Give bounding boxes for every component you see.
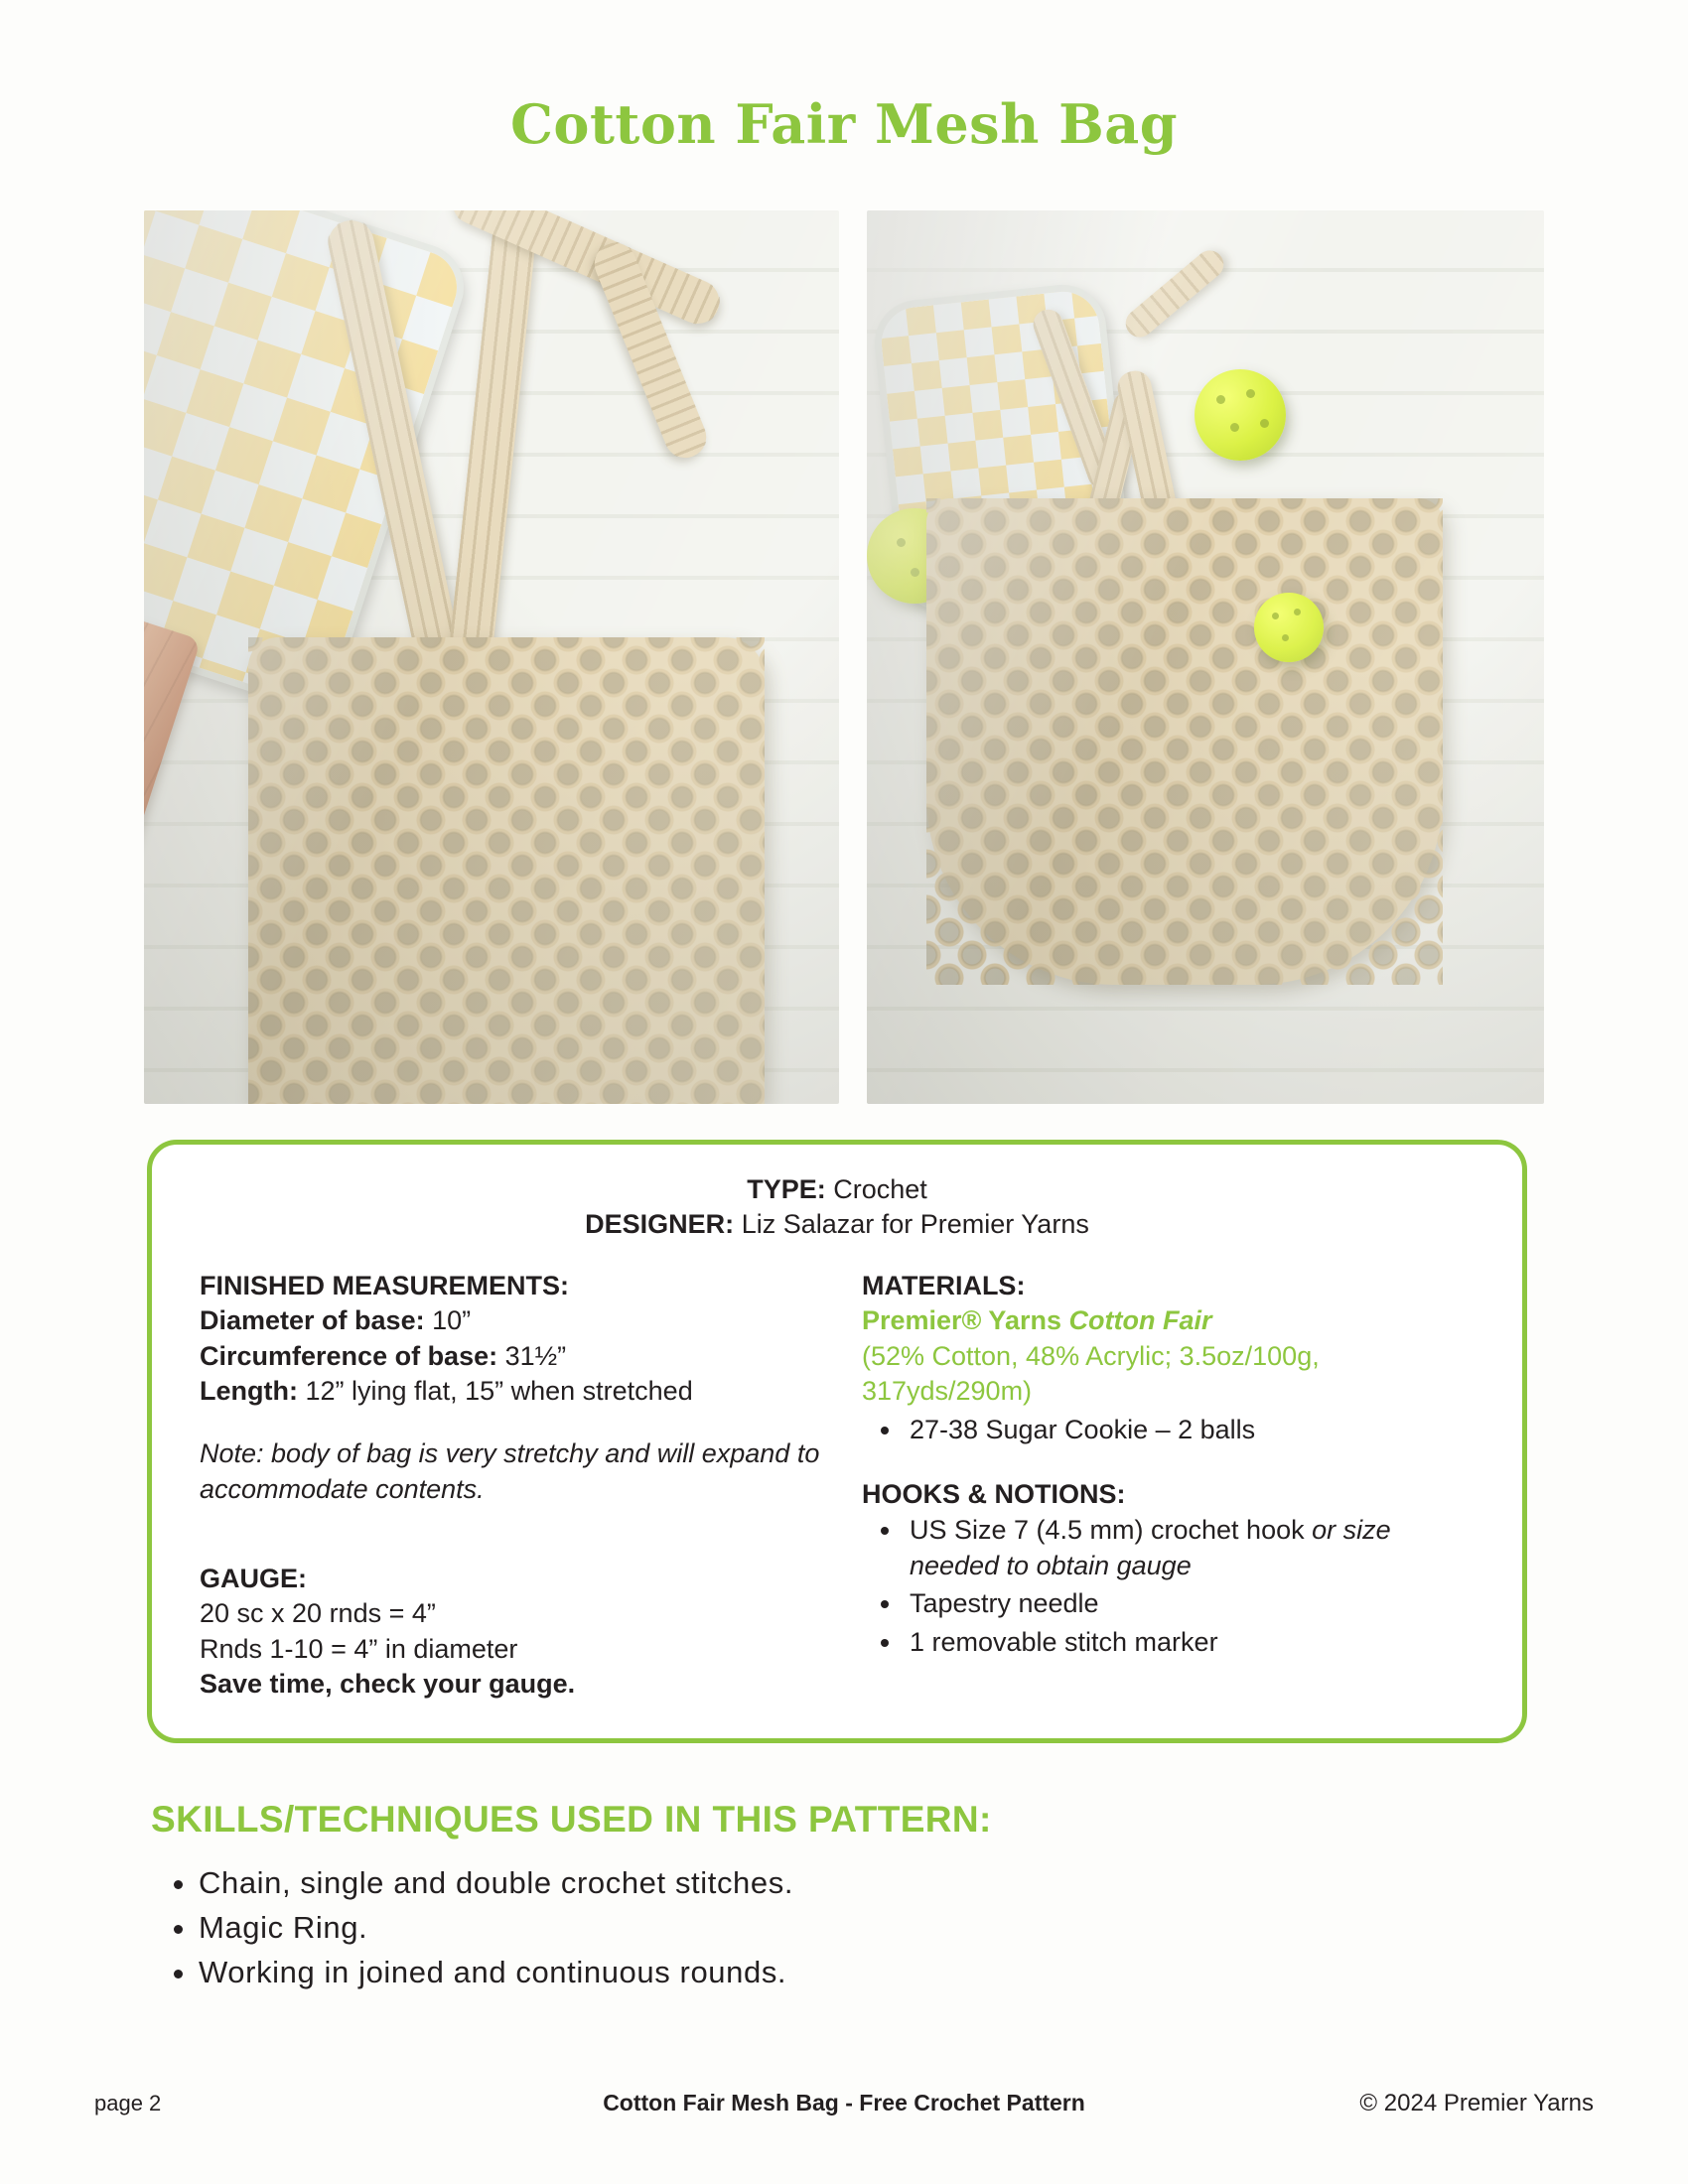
item-text: US Size 7 (4.5 mm) crochet hook	[909, 1515, 1313, 1546]
photo-closeup-bag	[144, 210, 839, 1104]
hooks-notions-list	[862, 1512, 1475, 1660]
gauge-line: Rnds 1-10 = 4” in diameter	[200, 1633, 518, 1664]
yarn-line: Cotton Fair	[1068, 1305, 1212, 1336]
footer-title: Cotton Fair Mesh Bag - Free Crochet Pattern	[603, 2090, 1085, 2116]
measurement-note: Note: body of bag is very stretchy and will expand to accommodate contents.	[200, 1437, 820, 1504]
info-header	[152, 1145, 1522, 1241]
list-item: • Magic Ring.	[199, 1906, 1342, 1951]
yarn-content: (52% Cotton, 48% Acrylic; 3.5oz/100g, 317yds/290m)	[861, 1340, 1320, 1407]
photo-shadow-overlay	[144, 210, 839, 1104]
list-item: • Working in joined and continuous rounds.	[199, 1951, 1342, 1995]
measurement-label: Diameter of base:	[200, 1305, 425, 1336]
measurement-value: 10”	[432, 1305, 472, 1336]
list-item	[904, 1512, 1475, 1583]
photo-full-bag	[867, 210, 1544, 1104]
measurement-row	[200, 1374, 832, 1410]
measurement-value: 12” lying flat, 15” when stretched	[305, 1376, 693, 1407]
designer-row	[152, 1207, 1522, 1242]
item-text-italic: or size needed to obtain gauge	[909, 1515, 1391, 1581]
footer-copyright: © 2024 Premier Yarns	[1359, 2090, 1594, 2116]
list-item: • Chain, single and double crochet stitches.	[199, 1861, 1342, 1906]
list-item: • 27-38 Sugar Cookie – 2 balls	[904, 1412, 1475, 1447]
measurement-label: Circumference of base:	[200, 1340, 498, 1371]
measurement-row	[200, 1303, 832, 1339]
type-value: Crochet	[833, 1174, 927, 1204]
materials-list	[862, 1412, 1475, 1447]
measurement-value: 31½”	[504, 1340, 567, 1371]
info-column-right	[862, 1271, 1475, 1703]
gauge-reminder: Save time, check your gauge.	[200, 1669, 576, 1700]
gauge-heading: GAUGE:	[200, 1564, 307, 1594]
page-footer	[94, 2090, 1594, 2117]
list-item	[904, 1585, 1475, 1621]
page-title: Cotton Fair Mesh Bag	[509, 92, 1179, 156]
measurement-row	[200, 1339, 832, 1375]
designer-label: DESIGNER:	[585, 1208, 735, 1239]
photo-shadow-overlay	[867, 210, 1544, 1104]
type-row	[152, 1172, 1522, 1207]
item-text: Tapestry needle	[909, 1588, 1099, 1619]
type-label: TYPE:	[747, 1174, 826, 1204]
designer-value: Liz Salazar for Premier Yarns	[741, 1208, 1089, 1239]
info-column-left	[200, 1271, 832, 1703]
yarn-brand: Premier® Yarns	[861, 1305, 1061, 1336]
item-text: 1 removable stitch marker	[909, 1626, 1218, 1657]
footer-page-number: page 2	[94, 2091, 162, 2116]
hooks-notions-heading: HOOKS & NOTIONS:	[861, 1479, 1126, 1510]
gauge-line: 20 sc x 20 rnds = 4”	[200, 1598, 436, 1629]
finished-measurements-heading: FINISHED MEASUREMENTS:	[200, 1271, 570, 1301]
list-item	[904, 1624, 1475, 1660]
skills-list	[151, 1861, 1342, 1995]
skills-heading: SKILLS/TECHNIQUES USED IN THIS PATTERN:	[151, 1799, 992, 1840]
info-columns	[152, 1241, 1522, 1703]
yarn-name	[862, 1303, 1475, 1339]
materials-heading: MATERIALS:	[861, 1271, 1026, 1301]
pattern-info-box	[147, 1140, 1527, 1743]
photo-gallery	[144, 210, 1544, 1104]
measurement-label: Length:	[200, 1376, 298, 1407]
